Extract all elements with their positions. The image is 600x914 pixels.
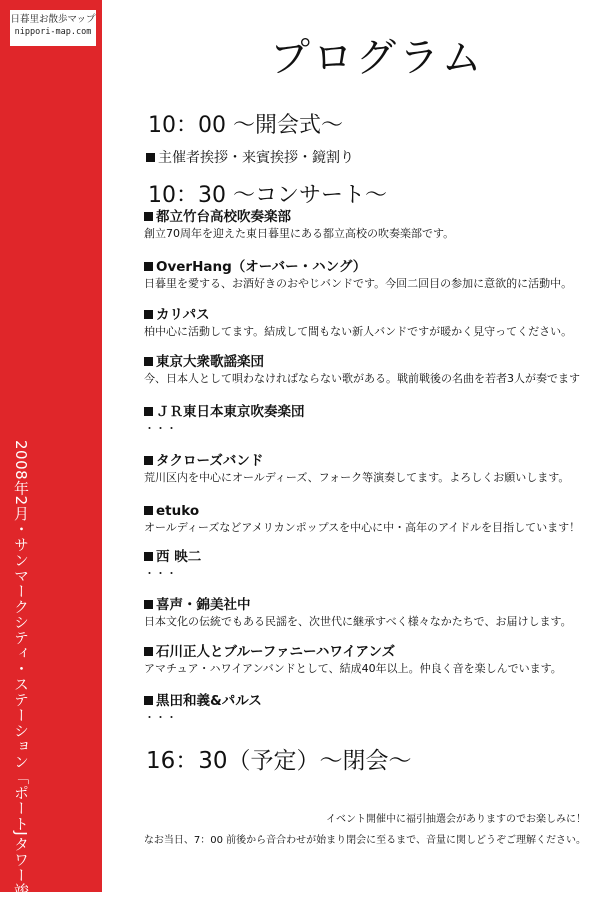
- act-description: ・・・: [144, 711, 177, 724]
- act-description: ・・・: [144, 567, 177, 580]
- logo-title: 日暮里お散歩マップ: [10, 14, 96, 25]
- footer-note-sound: なお当日、7：00 前後から音合わせが始まり閉会に至るまで、音量に関しどうぞご理解ください。: [143, 835, 586, 846]
- act-name: etuko: [156, 503, 200, 519]
- act-name: OverHang（オーバー・ハング）: [156, 259, 367, 275]
- act-item: [144, 548, 594, 581]
- sidebar: [0, 0, 102, 914]
- act-item: [144, 306, 594, 339]
- footer-note-lottery: イベント開催中に福引抽選会がありますのでお楽しみに！: [326, 814, 586, 825]
- act-item: [144, 208, 594, 241]
- act-name: 都立竹台高校吹奏楽部: [156, 209, 291, 225]
- bullet-square-icon: [144, 262, 153, 271]
- page-title: プログラム: [270, 35, 485, 81]
- act-description: 日本文化の伝統でもある民謡を、次世代に継承すべく様々なかたちで、お届けします。: [144, 615, 572, 628]
- bullet-square-icon: [144, 506, 153, 515]
- act-name: ＪＲ東日本東京吹奏楽団: [156, 404, 305, 420]
- act-item: [144, 258, 594, 291]
- bullet-square-icon: [144, 552, 153, 561]
- act-name: 東京大衆歌謡楽団: [156, 354, 264, 370]
- bullet-square-icon: [144, 357, 153, 366]
- act-description: 創立70周年を迎えた東日暮里にある都立高校の吹奏楽部です。: [144, 227, 455, 240]
- act-description: 柏中心に活動してます。結成して間もない新人バンドですが暖かく見守ってください。: [144, 325, 573, 338]
- opening-greeting: [146, 147, 354, 167]
- bullet-square-icon: [144, 456, 153, 465]
- act-description: 今、日本人として唄わなければならない歌がある。戦前戦後の名曲を若者3人が奏でます: [144, 372, 580, 385]
- act-item: [144, 353, 594, 386]
- bullet-square-icon: [144, 647, 153, 656]
- act-item: [144, 452, 594, 485]
- bullet-square-icon: [144, 407, 153, 416]
- bullet-square-icon: [144, 600, 153, 609]
- bullet-square-icon: [144, 310, 153, 319]
- act-item: [144, 692, 594, 725]
- act-name: 喜声・錦美社中: [156, 597, 251, 613]
- act-name: タクローズバンド: [156, 453, 264, 469]
- act-description: オールディーズなどアメリカンポップスを中心に中・高年のアイドルを目指しています！: [144, 521, 581, 534]
- act-name: 石川正人とブルーファニーハワイアンズ: [156, 644, 396, 660]
- act-name: カリパス: [156, 307, 210, 323]
- bullet-square-icon: [144, 212, 153, 221]
- concert-time-heading: 10：30 〜コンサート〜: [148, 183, 387, 208]
- act-description: ・・・: [144, 422, 177, 435]
- bullet-square-icon: [144, 696, 153, 705]
- act-description: 日暮里を愛する、お酒好きのおやじバンドです。今回二回目の参加に意欲的に活動中。: [144, 277, 573, 290]
- act-description: 荒川区内を中心にオールディーズ、フォーク等演奏してます。よろしくお願いします。: [144, 471, 570, 484]
- opening-time-heading: 10：00 〜開会式〜: [148, 113, 343, 138]
- opening-greeting-text: 主催者挨拶・来賓挨拶・鏡割り: [158, 150, 354, 166]
- logo-url: nippori-map.com: [14, 27, 92, 37]
- act-item: [144, 596, 594, 629]
- act-item: [144, 502, 594, 535]
- act-item: [144, 403, 594, 436]
- site-logo: [10, 10, 96, 46]
- act-description: アマチュア・ハワイアンバンドとして、結成40年以上。仲良く音を楽しんでいます。: [144, 662, 562, 675]
- act-name: 西 映二: [156, 549, 202, 565]
- bullet-square-icon: [146, 153, 155, 162]
- act-item: [144, 643, 594, 676]
- act-name: 黒田和義&パルス: [156, 693, 262, 709]
- sidebar-vertical-caption: 2008年2月・サンマークシティ・ステーション「ポートJタワー竣工: [12, 440, 30, 914]
- closing-time-heading: 16：30（予定）〜閉会〜: [146, 748, 412, 774]
